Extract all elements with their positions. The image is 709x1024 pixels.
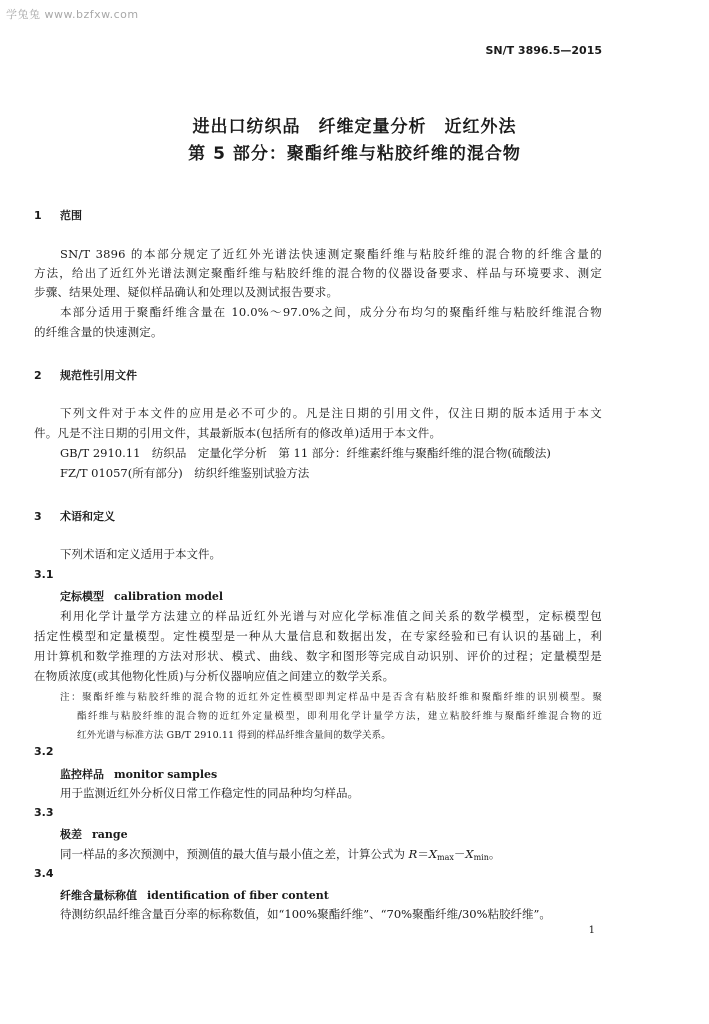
- section-3-number: 3: [34, 510, 42, 523]
- term-3-2-definition: 用于监测近红外分析仪日常工作稳定性的同品种均匀样品。: [60, 786, 359, 800]
- section-2-title: 规范性引用文件: [60, 369, 137, 382]
- section-1-heading: [34, 207, 82, 223]
- formula-end: 。: [488, 847, 501, 861]
- term-3-2-number: 3.2: [34, 745, 54, 758]
- section-2-para-line: 下列文件对于本文件的应用是必不可少的。凡是注日期的引用文件，仅注日期的版本适用于本文: [60, 406, 602, 420]
- term-3-3-definition-text: 同一样品的多次预测中，预测值的最大值与最小值之差，计算公式为: [60, 847, 405, 861]
- term-3-3-heading: [60, 826, 128, 842]
- document-title-line-2: 第 5 部分：聚酯纤维与粘胶纤维的混合物: [188, 144, 521, 164]
- term-3-1-definition-line: 括定性模型和定量模型。定性模型是一种从大量信息和数据出发，在专家经验和已有认识的基础上，利: [34, 629, 602, 643]
- term-3-4-chinese: 纤维含量标称值: [60, 889, 137, 902]
- term-3-2-english: monitor samples: [114, 768, 218, 781]
- formula-x-max: X: [428, 847, 438, 861]
- term-3-2-chinese: 监控样品: [60, 768, 104, 781]
- document-title-line-1: 进出口纺织品 纤维定量分析 近红外法: [192, 117, 517, 137]
- term-3-3-definition: [60, 846, 500, 862]
- formula-x-min: X: [465, 847, 474, 861]
- section-3-title: 术语和定义: [60, 510, 115, 523]
- term-3-4-number: 3.4: [34, 867, 54, 880]
- term-3-1-definition-line: 利用化学计量学方法建立的样品近红外光谱与对应化学标准值之间关系的数学模型，定标模型包: [60, 609, 602, 623]
- term-3-1-note-line: 酯纤维与粘胶纤维的混合物的近红外定量模型，即利用化学计量学方法，建立粘胶纤维与聚酯纤维混合物的近: [77, 711, 602, 722]
- formula-sub-min: min: [473, 853, 489, 862]
- term-3-3-english: range: [92, 828, 128, 841]
- section-1-para-2-line: 的纤维含量的快速测定。: [34, 325, 163, 339]
- term-3-1-note-line: 注：聚酯纤维与粘胶纤维的混合物的近红外定性模型即判定样品中是否含有粘胶纤维和聚酯纤维的识别模型。聚: [60, 692, 602, 703]
- term-3-1-english: calibration model: [114, 590, 224, 603]
- term-3-4-heading: [60, 887, 329, 903]
- term-3-2-heading: [60, 766, 217, 782]
- term-3-3-chinese: 极差: [60, 828, 82, 841]
- formula-r: R: [408, 847, 418, 861]
- page-number: 1: [588, 925, 595, 936]
- formula-minus: －: [453, 847, 466, 861]
- formula-sub-max: max: [437, 853, 454, 862]
- section-3-intro: 下列术语和定义适用于本文件。: [60, 547, 221, 561]
- section-1-para-2-line: 本部分适用于聚酯纤维含量在 10.0%～97.0%之间，成分分布均匀的聚酯纤维与粘胶纤维混合物: [60, 305, 602, 319]
- term-3-3-number: 3.3: [34, 806, 54, 819]
- term-3-4-english: identification of fiber content: [147, 889, 329, 902]
- term-3-1-note-line: 红外光谱与标准方法 GB/T 2910.11 得到的样品纤维含量间的数学关系。: [77, 730, 391, 741]
- term-3-1-definition-line: 用计算机和数学推理的方法对形状、模式、曲线、数字和图形等完成自动识别、评价的过程；定量模型是: [34, 649, 602, 663]
- term-3-1-chinese: 定标模型: [60, 590, 104, 603]
- reference-gb-t-2910-11: GB/T 2910.11 纺织品 定量化学分析 第 11 部分：纤维素纤维与聚酯纤维的混合物(硫酸法): [60, 446, 551, 460]
- term-3-1-heading: [60, 588, 223, 604]
- section-1-para-1-line: SN/T 3896 的本部分规定了近红外光谱法快速测定聚酯纤维与粘胶纤维的混合物的纤维含量的: [60, 247, 602, 261]
- section-2-heading: [34, 367, 137, 383]
- section-1-para-1-line: 步骤、结果处理、疑似样品确认和处理以及测试报告要求。: [34, 285, 339, 299]
- section-1-title: 范围: [60, 209, 82, 222]
- term-3-4-definition: 待测纺织品纤维含量百分率的标称数值，如“100%聚酯纤维”、“70%聚酯纤维/30%粘胶纤维”。: [60, 907, 551, 921]
- section-1-number: 1: [34, 209, 42, 222]
- section-3-heading: [34, 508, 115, 524]
- standard-code: SN/T 3896.5—2015: [485, 44, 602, 57]
- formula-equals: ＝: [417, 847, 429, 861]
- range-formula: [409, 847, 501, 861]
- section-2-para-line: 件。凡是不注日期的引用文件，其最新版本(包括所有的修改单)适用于本文件。: [34, 426, 442, 440]
- term-3-1-number: 3.1: [34, 568, 54, 581]
- term-3-1-definition-line: 在物质浓度(或其他物化性质)与分析仪器响应值之间建立的数学关系。: [34, 669, 395, 683]
- section-2-number: 2: [34, 369, 42, 382]
- watermark: 学兔兔 www.bzfxw.com: [6, 8, 139, 21]
- reference-fz-t-01057: FZ/T 01057(所有部分) 纺织纤维鉴别试验方法: [60, 466, 310, 480]
- section-1-para-1-line: 方法，给出了近红外光谱法测定聚酯纤维与粘胶纤维的混合物的仪器设备要求、样品与环境要求、测定: [34, 266, 602, 280]
